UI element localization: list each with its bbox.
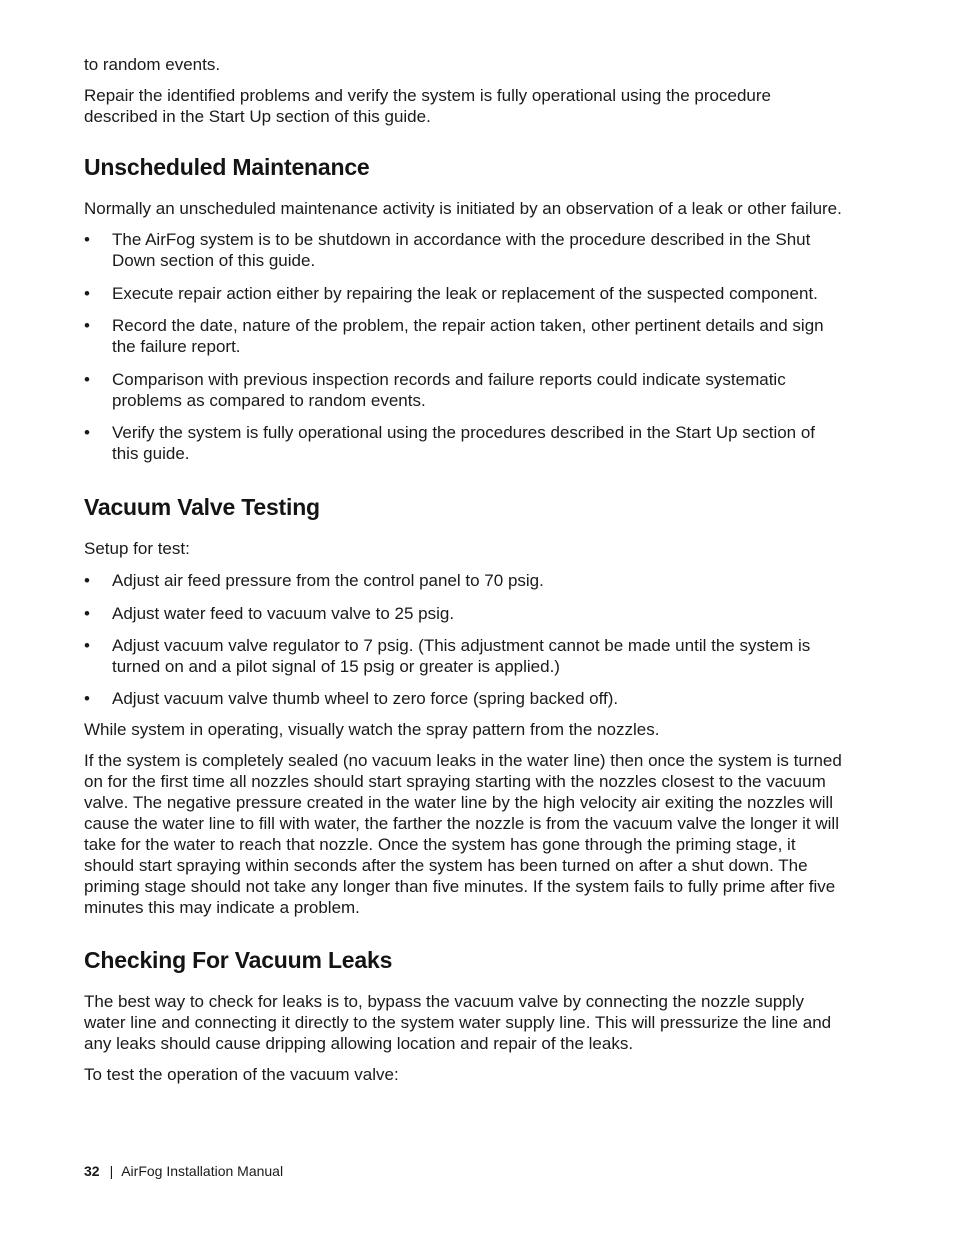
leaks-test: To test the operation of the vacuum valve: [84, 1065, 399, 1084]
list-item: • Adjust vacuum valve regulator to 7 psig. (This adjustment cannot be made until the system is turned on and a pilot signal of 15 psig or greater is applied.) [84, 636, 811, 676]
footer-title: AirFog Installation Manual [121, 1163, 284, 1179]
footer-separator: | [109, 1163, 114, 1179]
intro-continuation: to random events. [84, 55, 221, 74]
list-item: • Verify the system is fully operational using the procedures described in the Start Up section of this guide. [84, 423, 816, 463]
bullet-icon: • [84, 230, 90, 249]
unscheduled-heading: Unscheduled Maintenance [84, 154, 370, 180]
vacuum-valve-setup: Setup for test: [84, 539, 190, 558]
vacuum-valve-watch: While system in operating, visually watch the spray pattern from the nozzles. [84, 720, 660, 739]
bullet-icon: • [84, 284, 90, 303]
page-footer [84, 1162, 283, 1180]
bullet-icon: • [84, 316, 90, 335]
list-item: • Adjust vacuum valve thumb wheel to zero force (spring backed off). [84, 689, 619, 708]
bullet-icon: • [84, 636, 90, 655]
page-number: 32 [84, 1163, 100, 1179]
list-item: • Execute repair action either by repairing the leak or replacement of the suspected component. [84, 284, 818, 303]
bullet-icon: • [84, 689, 90, 708]
bullet-icon: • [84, 571, 90, 590]
bullet-icon: • [84, 370, 90, 389]
intro-repair: Repair the identified problems and verify the system is fully operational using the procedure described in the Start Up section of this guide. [84, 86, 771, 126]
bullet-icon: • [84, 604, 90, 623]
list-item: • The AirFog system is to be shutdown in accordance with the procedure described in the Shut Down section of this guide. [84, 230, 811, 270]
bullet-icon: • [84, 423, 90, 442]
unscheduled-intro: Normally an unscheduled maintenance activity is initiated by an observation of a leak or other failure. [84, 199, 842, 218]
leaks-body: The best way to check for leaks is to, bypass the vacuum valve by connecting the nozzle supply water line and connecting it directly to the system water supply line. This will pressurize the line and any leaks should cause dripping allowing location and repair of the leaks. [84, 992, 832, 1053]
page-content [84, 54, 844, 1085]
list-item: • Adjust air feed pressure from the control panel to 70 psig. [84, 571, 544, 590]
list-item: • Record the date, nature of the problem, the repair action taken, other pertinent details and sign the failure report. [84, 316, 824, 356]
leaks-heading: Checking For Vacuum Leaks [84, 947, 393, 973]
unscheduled-list [84, 229, 844, 464]
list-item: • Adjust water feed to vacuum valve to 25 psig. [84, 604, 455, 623]
vacuum-valve-heading: Vacuum Valve Testing [84, 494, 320, 520]
list-item: • Comparison with previous inspection records and failure reports could indicate systematic problems as compared to random events. [84, 370, 786, 410]
vacuum-valve-list [84, 570, 844, 709]
vacuum-valve-sealed: If the system is completely sealed (no vacuum leaks in the water line) then once the system is turned on for the first time all nozzles should start spraying starting with the nozzles closest to the vacuum valve. The negative pressure created in the water line by the high velocity air exiting the nozzles will cause the water line to fill with water, the farther the nozzle is from the vacuum valve the longer it will take for the water to reach that nozzle. Once the system has gone through the priming stage, it should start spraying within seconds after the system has been turned on after a shut down. The priming stage should not take any longer than five minutes. If the system fails to fully prime after five minutes this may indicate a problem. [84, 751, 842, 917]
